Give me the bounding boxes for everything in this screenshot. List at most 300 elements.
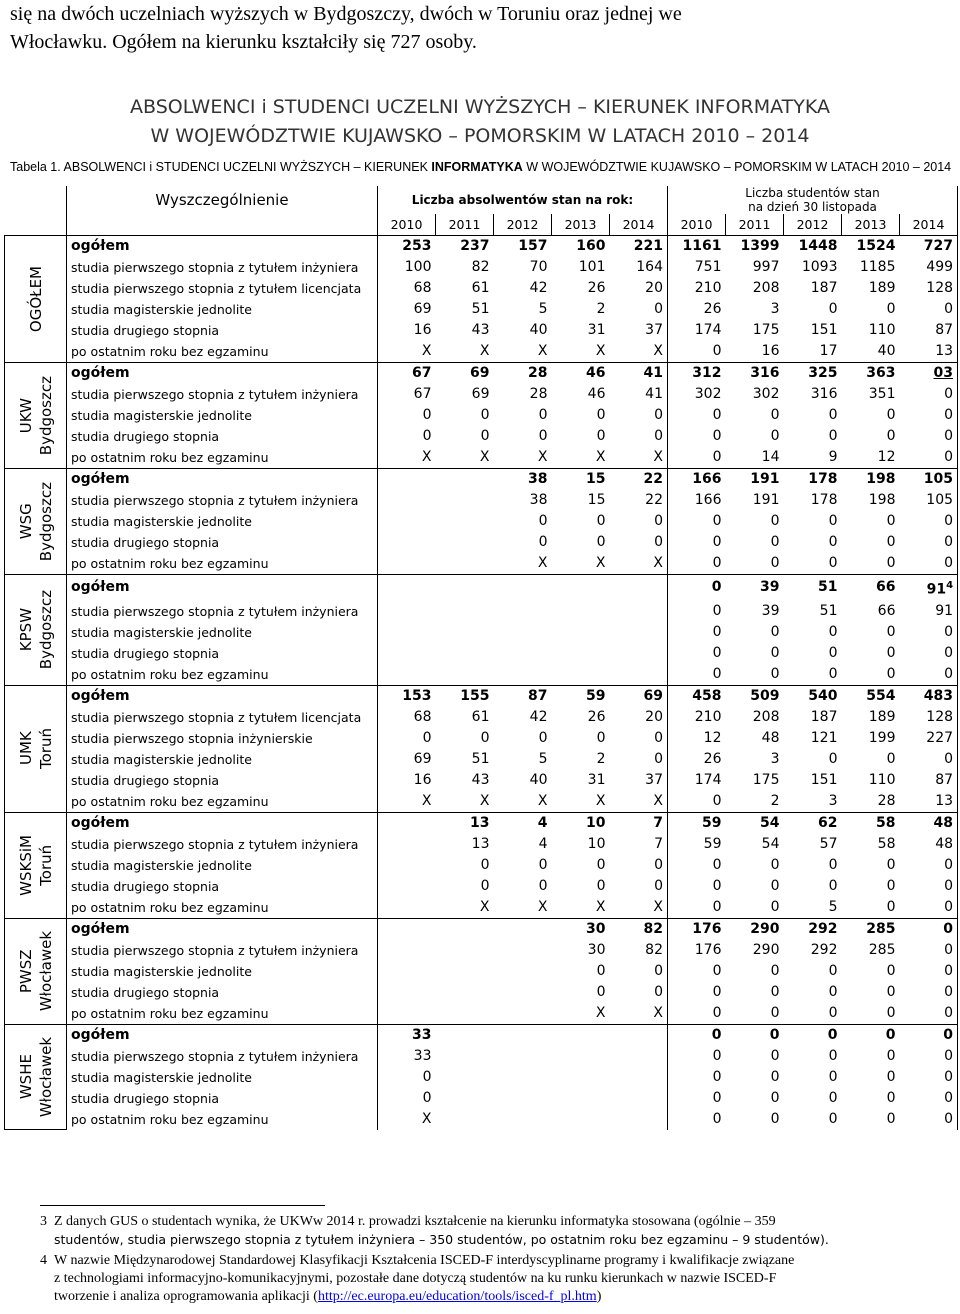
value-text: 0 [828, 750, 838, 767]
value-cell [900, 791, 958, 813]
header-students-line-1: Liczba studentów stan [745, 186, 880, 200]
value-text: 87 [935, 322, 954, 338]
row-description: ogółem [67, 685, 378, 707]
empty-cell [552, 601, 610, 622]
value-cell [494, 490, 552, 511]
value-cell [610, 812, 668, 834]
value-text: 0 [538, 407, 548, 423]
value-text: 0 [944, 534, 954, 550]
value-text: 31 [587, 322, 606, 338]
value-cell [494, 257, 552, 278]
value-text: 69 [470, 365, 490, 381]
value-text: 22 [643, 471, 663, 487]
empty-cell [436, 918, 494, 940]
value-text: 210 [694, 280, 722, 296]
isced-link[interactable]: http://ec.europa.eu/education/tools/isced-f_pl.htm [317, 1289, 597, 1304]
value-cell [494, 426, 552, 447]
value-cell [436, 728, 494, 749]
value-text: 0 [828, 513, 838, 529]
table-row-total [5, 685, 958, 707]
value-text: 210 [694, 708, 722, 725]
empty-cell [378, 532, 436, 553]
row-description: studia magisterskie jednolite [67, 749, 378, 770]
value-text: 0 [596, 729, 606, 746]
row-description: po ostatnim roku bez egzaminu [67, 1109, 378, 1130]
group-label [5, 236, 67, 363]
value-cell [784, 278, 842, 299]
value-cell [668, 236, 726, 258]
table-row [5, 1109, 958, 1130]
value-cell [610, 320, 668, 341]
value-text: 105 [926, 492, 954, 508]
empty-cell [610, 643, 668, 664]
empty-cell [378, 812, 436, 834]
value-cell [784, 384, 842, 405]
empty-cell [378, 961, 436, 982]
value-cell [552, 469, 610, 491]
value-cell [842, 834, 900, 855]
value-cell [552, 490, 610, 511]
value-cell [668, 749, 726, 770]
empty-cell [436, 575, 494, 601]
value-cell [552, 299, 610, 320]
value-cell [784, 855, 842, 876]
value-cell [668, 575, 726, 601]
value-text: 30 [587, 941, 606, 958]
value-cell [784, 601, 842, 622]
row-description: studia pierwszego stopnia z tytułem inżyniera [67, 257, 378, 278]
value-cell [436, 236, 494, 258]
value-cell [842, 469, 900, 491]
value-text: 13 [470, 814, 490, 831]
value-text: 38 [528, 471, 548, 487]
value-text: X [421, 449, 432, 465]
row-description: po ostatnim roku bez egzaminu [67, 553, 378, 575]
value-text: 0 [712, 602, 722, 619]
value-text: 174 [694, 322, 722, 338]
value-cell [436, 426, 494, 447]
value-cell [900, 384, 958, 405]
value-text: X [595, 555, 606, 571]
value-text: 178 [810, 492, 838, 508]
value-text: 48 [935, 835, 954, 852]
empty-cell [436, 664, 494, 686]
value-cell [784, 236, 842, 258]
value-cell [784, 643, 842, 664]
table-row-total [5, 575, 958, 601]
value-cell [784, 707, 842, 728]
value-text: 0 [828, 1089, 838, 1106]
value-cell [436, 834, 494, 855]
value-cell [494, 363, 552, 385]
group-label-line-1: UKW [16, 397, 35, 434]
value-cell [494, 707, 552, 728]
empty-cell [436, 643, 494, 664]
value-cell [900, 490, 958, 511]
value-text: 7 [653, 814, 663, 831]
empty-cell [610, 1109, 668, 1130]
value-text: 0 [712, 983, 722, 1000]
value-cell [900, 707, 958, 728]
value-text: 458 [692, 687, 722, 704]
value-cell [784, 876, 842, 897]
value-text: 0 [886, 983, 896, 1000]
value-cell [552, 426, 610, 447]
group-label-line-1: WSG [16, 503, 35, 540]
footnote-3-line-1: Z danych GUS o studentach wynika, że UKWw 2014 r. prowadzi kształcenie na kierunku informatyka stosowana (ogólnie – 359 [54, 1214, 776, 1229]
value-text: 0 [944, 1068, 954, 1085]
table-row-total [5, 469, 958, 491]
table-row [5, 447, 958, 469]
value-text: 751 [694, 259, 722, 275]
value-text: 87 [528, 687, 548, 704]
value-text: 0 [944, 407, 954, 423]
value-cell [378, 1109, 436, 1130]
value-cell [900, 643, 958, 664]
group-label-line-1: WSHE [16, 1054, 35, 1100]
value-text: 03 [933, 365, 954, 381]
value-text: 0 [944, 941, 954, 958]
value-text: 91 [935, 602, 954, 619]
value-cell [784, 961, 842, 982]
year-header-9: 2014 [900, 214, 958, 236]
value-cell [552, 707, 610, 728]
value-text: X [421, 343, 432, 359]
value-text: 0 [770, 1110, 780, 1127]
value-cell [668, 812, 726, 834]
value-text: 0 [712, 555, 722, 571]
value-text: 0 [769, 1026, 780, 1043]
value-text: 0 [654, 301, 663, 317]
value-cell [668, 664, 726, 686]
group-label [5, 469, 67, 575]
value-text: 0 [712, 1110, 722, 1127]
empty-cell [552, 1109, 610, 1130]
empty-cell [378, 897, 436, 919]
empty-cell [610, 664, 668, 686]
value-text: 51 [471, 301, 490, 317]
empty-cell [378, 982, 436, 1003]
value-cell [552, 855, 610, 876]
footnotes [40, 1213, 920, 1306]
group-label-line-1: KPSW [16, 608, 35, 652]
table-row [5, 897, 958, 919]
value-cell [900, 257, 958, 278]
value-cell [842, 1046, 900, 1067]
table-row-total [5, 236, 958, 258]
value-text: 0 [712, 644, 722, 661]
row-description: po ostatnim roku bez egzaminu [67, 897, 378, 919]
empty-cell [552, 622, 610, 643]
value-text: 0 [712, 513, 722, 529]
value-cell [784, 575, 842, 601]
value-text: 0 [770, 1004, 780, 1021]
value-cell [900, 341, 958, 363]
value-text: 0 [885, 1026, 896, 1043]
empty-cell [552, 1088, 610, 1109]
value-cell [436, 707, 494, 728]
value-text: 48 [761, 729, 780, 746]
value-text: 0 [480, 729, 490, 746]
value-text: 285 [866, 920, 896, 937]
value-text: 174 [694, 771, 722, 788]
table-row [5, 855, 958, 876]
header-description: Wyszczególnienie [67, 186, 378, 214]
value-cell [610, 405, 668, 426]
value-text: 0 [770, 534, 780, 550]
value-cell [668, 940, 726, 961]
value-cell [552, 918, 610, 940]
value-text: 0 [422, 1068, 432, 1085]
value-text: 105 [923, 471, 954, 487]
table-body [5, 236, 958, 1130]
empty-cell [494, 982, 552, 1003]
value-cell [378, 299, 436, 320]
value-text: 0 [712, 534, 722, 550]
year-header-row [5, 214, 958, 236]
value-text: 42 [529, 708, 548, 725]
value-cell [668, 685, 726, 707]
value-text: 509 [750, 687, 780, 704]
footnote-4-line-1: W nazwie Międzynarodowej Standardowej Klasyfikacji Kształcenia ISCED-F interdyscyplinarne programy i kwalifikacje związane [54, 1253, 795, 1268]
value-cell [552, 341, 610, 363]
value-text: 0 [886, 1110, 896, 1127]
value-text: 82 [471, 259, 490, 275]
value-text: 59 [703, 835, 722, 852]
value-cell [784, 770, 842, 791]
value-text: 0 [944, 877, 954, 894]
row-description: studia drugiego stopnia [67, 876, 378, 897]
value-cell [784, 341, 842, 363]
value-text: 316 [810, 386, 838, 402]
value-cell [668, 855, 726, 876]
value-text: 0 [886, 301, 896, 317]
footnote-3-line-2: studentów, studia pierwszego stopnia z tytułem inżyniera – 350 studentów, po ostatnim roku bez egzaminu – 9 studentów). [54, 1232, 829, 1247]
value-cell [900, 1067, 958, 1088]
value-text: 0 [422, 729, 432, 746]
value-cell [552, 511, 610, 532]
value-cell [842, 299, 900, 320]
value-text: 69 [643, 687, 663, 704]
value-text: 0 [770, 1047, 780, 1064]
value-text: 3 [770, 301, 780, 317]
value-text: 0 [828, 623, 838, 640]
value-cell [726, 1109, 784, 1130]
value-cell [378, 278, 436, 299]
value-cell [378, 791, 436, 813]
footnote-4-line-2: z technologiami informacyjno-komunikacyjnymi, pozostałe dane dotyczą studentów na ku runku kierunkach w nazwie ISCED-F [54, 1271, 777, 1286]
section-heading-line-1: ABSOLWENCI i STUDENCI UCZELNI WYŻSZYCH – KIERUNEK INFORMATYKA [130, 96, 830, 118]
value-text: 51 [471, 750, 490, 767]
value-cell [378, 728, 436, 749]
value-text: 57 [819, 835, 838, 852]
value-cell [784, 1024, 842, 1046]
value-text: 0 [538, 856, 548, 873]
intro-paragraph [10, 0, 910, 56]
empty-cell [494, 1088, 552, 1109]
value-cell [784, 982, 842, 1003]
value-text: 237 [460, 238, 490, 254]
caption-prefix: Tabela 1. [10, 160, 61, 174]
value-cell [668, 341, 726, 363]
value-cell [668, 643, 726, 664]
value-text: 43 [471, 771, 490, 788]
value-text: 0 [712, 1047, 722, 1064]
value-text: 28 [529, 386, 548, 402]
value-text: 0 [944, 962, 954, 979]
empty-cell [436, 1067, 494, 1088]
value-text: 42 [529, 280, 548, 296]
value-cell [668, 532, 726, 553]
value-text: 0 [944, 665, 954, 682]
value-cell [494, 447, 552, 469]
value-cell [552, 363, 610, 385]
value-cell [494, 384, 552, 405]
value-text: 33 [413, 1047, 432, 1064]
value-cell [668, 1067, 726, 1088]
value-text: 46 [587, 386, 606, 402]
value-cell [784, 511, 842, 532]
value-cell [726, 982, 784, 1003]
value-text: 0 [712, 428, 722, 444]
value-cell [842, 940, 900, 961]
value-cell [784, 469, 842, 491]
value-cell [610, 363, 668, 385]
value-cell [900, 940, 958, 961]
value-cell [436, 876, 494, 897]
value-cell [784, 749, 842, 770]
value-text: 40 [877, 343, 896, 359]
value-cell [842, 1003, 900, 1025]
value-text: 2 [596, 750, 606, 767]
value-cell [900, 1088, 958, 1109]
group-label-line-1: PWSZ [16, 949, 35, 993]
value-cell [726, 1067, 784, 1088]
value-text: 198 [868, 492, 896, 508]
value-text: X [653, 449, 663, 465]
value-text: 67 [413, 386, 432, 402]
value-text: 191 [752, 492, 780, 508]
value-text: 37 [645, 771, 663, 788]
value-text: 0 [828, 534, 838, 550]
value-cell [378, 749, 436, 770]
value-cell [842, 363, 900, 385]
value-cell [784, 1003, 842, 1025]
value-text: 0 [828, 983, 838, 1000]
empty-cell [552, 1067, 610, 1088]
value-cell [668, 363, 726, 385]
value-cell [436, 791, 494, 813]
value-text: 363 [866, 365, 896, 381]
value-text: 0 [711, 1026, 722, 1043]
group-label-line-2: Bydgoszcz [36, 375, 55, 456]
empty-cell [610, 622, 668, 643]
value-text: 0 [944, 1110, 954, 1127]
empty-cell [378, 601, 436, 622]
value-cell [726, 490, 784, 511]
value-cell [494, 532, 552, 553]
value-text: 290 [752, 941, 780, 958]
value-cell [436, 897, 494, 919]
row-description: po ostatnim roku bez egzaminu [67, 1003, 378, 1025]
value-text: 0 [944, 856, 954, 873]
value-text: 31 [587, 771, 606, 788]
value-cell [494, 812, 552, 834]
value-text: 69 [413, 301, 432, 317]
value-cell [842, 812, 900, 834]
value-text: 43 [471, 322, 490, 338]
value-cell [668, 1003, 726, 1025]
value-cell [900, 1024, 958, 1046]
value-cell [726, 749, 784, 770]
value-text: 164 [636, 259, 663, 275]
value-cell [784, 897, 842, 919]
value-text: 20 [645, 280, 663, 296]
value-cell [784, 532, 842, 553]
value-text: 0 [828, 1068, 838, 1085]
value-cell [494, 278, 552, 299]
group-label [5, 685, 67, 812]
footnote-3 [40, 1213, 920, 1250]
value-cell [900, 320, 958, 341]
row-description: studia pierwszego stopnia z tytułem inżyniera [67, 834, 378, 855]
value-text: 82 [643, 920, 663, 937]
group-label [5, 1024, 67, 1130]
value-cell [494, 834, 552, 855]
value-cell [726, 664, 784, 686]
value-cell [668, 770, 726, 791]
value-text: 189 [868, 280, 896, 296]
empty-cell [378, 940, 436, 961]
value-text: 351 [868, 386, 896, 402]
caption-part-1: ABSOLWENCI i STUDENCI UCZELNI WYŻSZYCH – KIERUNEK [60, 160, 432, 174]
value-cell [610, 770, 668, 791]
value-text: 155 [460, 687, 490, 704]
table-row [5, 1067, 958, 1088]
value-text: 302 [694, 386, 722, 402]
value-cell [726, 575, 784, 601]
value-text: 0 [944, 428, 954, 444]
value-cell [842, 1109, 900, 1130]
empty-cell [378, 918, 436, 940]
row-description: studia magisterskie jednolite [67, 405, 378, 426]
value-text: 175 [752, 322, 780, 338]
table-row [5, 791, 958, 813]
value-text: 221 [633, 238, 663, 254]
value-cell [900, 897, 958, 919]
value-text: 3 [828, 792, 838, 809]
value-cell [842, 982, 900, 1003]
value-cell [900, 553, 958, 575]
value-cell [668, 897, 726, 919]
value-text: 0 [654, 962, 663, 979]
value-text: 151 [810, 771, 838, 788]
group-label-line-2: Toruń [36, 728, 55, 770]
empty-cell [494, 918, 552, 940]
table-row [5, 728, 958, 749]
value-text: 41 [645, 386, 663, 402]
graduates-table [4, 186, 958, 1130]
value-cell [726, 1088, 784, 1109]
value-cell [900, 426, 958, 447]
footnote-separator [40, 1205, 325, 1206]
value-text: 0 [596, 534, 606, 550]
value-cell [784, 685, 842, 707]
value-text: 4 [537, 814, 548, 831]
row-description: studia drugiego stopnia [67, 320, 378, 341]
value-cell [436, 812, 494, 834]
value-text: 0 [886, 877, 896, 894]
